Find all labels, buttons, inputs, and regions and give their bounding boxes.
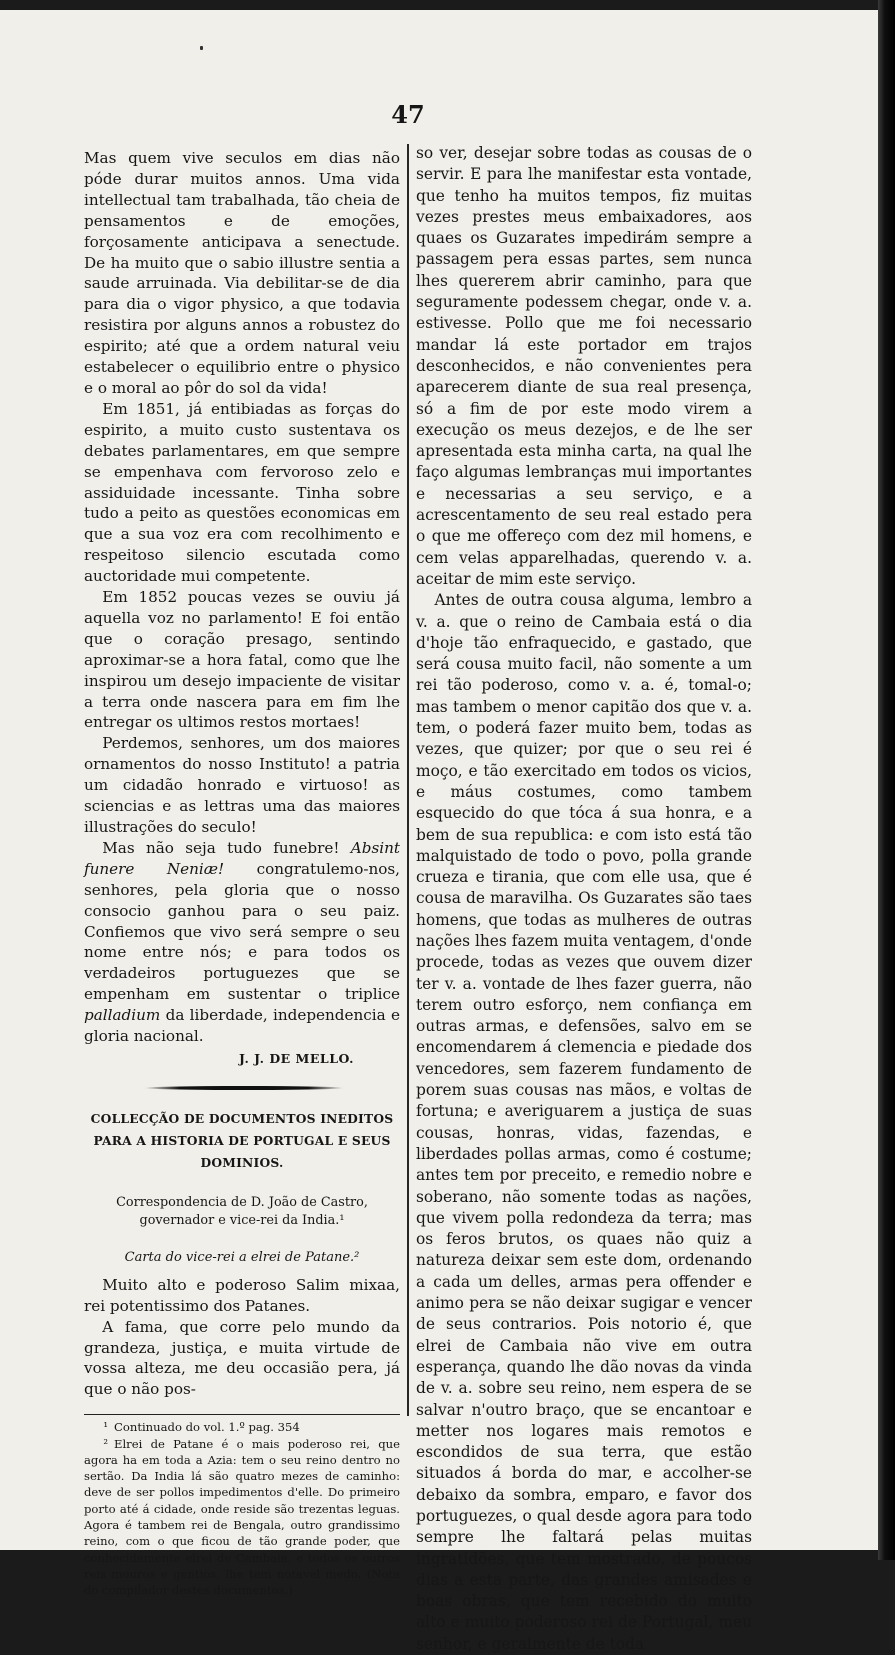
- footnote-separator: [84, 1414, 400, 1415]
- book-edge: [878, 0, 895, 1560]
- footnote-text: Elrei de Patane é o mais poderoso rei, que agora ha em toda a Azia: tem o seu reino dentro no sertão. Da India lá são quatro mezes de caminho: deve de ser pollos impedimentos d'elle. Do primeiro porto até á cidade, onde reside são trezentas leguas. Agora é tambem rei de Bengala, outro grandissimo reino, com o que ficou de tão grande poder, que conhecidamente elrei de Cambaia, e todos os outros reis mouros e gentios, lhe tem notavel medo. (Nota do compilador destes documentos.): [84, 1436, 400, 1598]
- signature: J. J. DE MELLO.: [239, 1050, 354, 1066]
- right-column: [416, 143, 752, 1655]
- letter-title: Carta do vice-rei a elrei de Patane.²: [124, 1249, 360, 1265]
- page-number: 47: [391, 100, 425, 129]
- footnote-text: Continuado do vol. 1.º pag. 354: [114, 1420, 300, 1435]
- paragraph: Perdemos, senhores, um dos maiores ornamentos do nosso Instituto! a patria um cidadão honrado e virtuoso! as sciencias e as lettras uma das maiores illustrações do seculo!: [84, 734, 400, 836]
- ink-speck: [200, 46, 203, 50]
- footnote: [84, 1436, 400, 1599]
- paragraph: [84, 838, 400, 1047]
- footnote-number: ¹: [103, 1420, 108, 1435]
- book-page: [0, 10, 878, 1653]
- footnote-number: ²: [103, 1436, 108, 1451]
- italic-word: palladium: [84, 1006, 161, 1025]
- text-run: congratulemo-nos, senhores, pela gloria que o nosso consocio ganhou para o seu paiz. Confiemos que vivo será sempre o seu nome entre nós; e para todos os verdadeiros portuguezes que se empenham em sustentar o triplice: [84, 859, 401, 1004]
- paragraph: Muito alto e poderoso Salim mixaa, rei potentissimo dos Patanes.: [84, 1275, 400, 1315]
- footnote: [84, 1419, 400, 1435]
- correspondence-subtitle: Correspondencia de D. João de Castro, governador e vice-rei da India.¹: [116, 1194, 368, 1228]
- paragraph: A fama, que corre pelo mundo da grandeza, justiça, e muita virtude de vossa alteza, me deu occasião pera, já que o não pos-: [84, 1317, 400, 1399]
- section-heading: COLLECÇÃO DE DOCUMENTOS INEDITOS PARA A HISTORIA DE PORTUGAL E SEUS DOMINIOS.: [90, 1110, 394, 1170]
- paragraph: Mas quem vive seculos em dias não póde durar muitos annos. Uma vida intellectual tam trabalhada, tão cheia de pensamentos e de emoções, forçosamente anticipava a senectude. De ha muito que o sabio illustre sentia a saude arruinada. Via debilitar-se de dia para dia o vigor physico, a que todavia resistira por alguns annos a robustez do espirito; até que a ordem natural veiu estabelecer o equilibrio entre o physico e o moral ao pôr do sol da vida!: [84, 149, 400, 397]
- paragraph: Em 1852 poucas vezes se ouviu já aquella voz no parlamento! E foi então que o coração presago, sentindo aproximar-se a hora fatal, como que lhe inspirou um desejo impaciente de visitar a terra onde nascera para em fim lhe entregar os ultimos restos mortaes!: [84, 588, 400, 732]
- paragraph: Em 1851, já entibiadas as forças do espirito, a muito custo sustentava os debates parlamentares, em que sempre se empenhava com fervoroso zelo e assiduidade incessante. Tinha sobre tudo a peito as questões economicas em que a sua voz era com recolhimento e respeitoso silencio escutada como auctoridade mui competente.: [84, 399, 400, 586]
- column-divider: [407, 144, 409, 1416]
- paragraph: so ver, desejar sobre todas as cousas de o servir. E para lhe manifestar esta vontade, que tenho ha muitos tempos, fiz muitas vezes prestes meus embaixadores, aos quaes os Guzarates impedirám sempre a passagem pera essas partes, sem nunca lhes quererem abrir caminho, para que seguramente podessem chegar, onde v. a. estivesse. Pollo que me foi necessario mandar lá este portador em trajos desconhecidos, e não convenientes pera aparecerem diante de sua real presença, só a fim de por este modo virem a execução os meus dezejos, e de lhe ser apresentada esta minha carta, na qual lhe faço algumas lembranças mui importantes e necessarias a seu serviço, e a acrescentamento de seu real estado pera o que me offereço com dez mil homens, e cem velas apparelhadas, querendo v. a. aceitar de mim este serviço.: [416, 144, 752, 588]
- ornamental-rule: [84, 1070, 400, 1108]
- latin-phrase: Absint funere Neniæ!: [84, 838, 401, 878]
- text-run: da liberdade, independencia e gloria nacional.: [84, 1006, 401, 1046]
- paragraph: Antes de outra cousa alguma, lembro a v. a. que o reino de Cambaia está o dia d'hoje tão enfraquecido, e gastado, que será cousa muito facil, não somente a um rei tão poderoso, como v. a. é, tomal-o; mas tambem o menor capitão dos que v. a. tem, o poderá fazer muito bem, todas as vezes, que quizer; por que o seu rei é moço, e tão exercitado em todos os vicios, e máus costumes, como tambem esquecido do que tóca á sua honra, e a bem de sua republica: e com isto está tão malquistado de todo o povo, polla grande crueza e tirania, que com elle usa, que é cousa de maravilha. Os Guzarates são taes homens, que todas as mulheres de outras nações lhes fazem muita ventagem, d'onde procede, todas as vezes que ouvem dizer ter v. a. vontade de lhes fazer guerra, não terem outro esforço, nem confiança em outras armas, e defensões, salvo em se encomendarem á clemencia e piedade dos vencedores, sem fazerem fundamento de porem suas cousas nas mãos, e voltas de fortuna; e averiguarem a justiça de suas cousas, honras, vidas, fazendas, e liberdades pollas armas, como é costume; antes tem por preceito, e remedio nobre e soberano, não somente todas as nações, que vivem polla redondeza da terra; mas os feros brutos, os quaes não quiz a natureza deixar sem este dom, ordenando a cada um delles, armas pera offender e animo pera se não deixar sugigar e vencer de seus contrarios. Pois notorio é, que elrei de Cambaia não vive em outra esperança, quando lhe dão novas da vinda de v. a. sobre seu reino, nem espera de se salvar n'outro braço, que se encantoar e metter nos logares mais remotos e escondidos de sua terra, que estão situados á borda do mar, e accolher-se debaixo da sombra, emparo, e favor dos portuguezes, o qual desde agora para todo sempre lhe faltará pelas muitas ingratidões, que tem mostrado, de poucos dias a esta parte, das grandes amisades e boas obras, que tem recebido do muito alto e muito poderoso rei de Portugal, meu senhor, e geralmente de toda: [416, 591, 752, 1653]
- rule-line: [144, 1086, 344, 1090]
- text-run: Mas não seja tudo funebre!: [102, 838, 340, 857]
- left-column: [84, 148, 400, 1598]
